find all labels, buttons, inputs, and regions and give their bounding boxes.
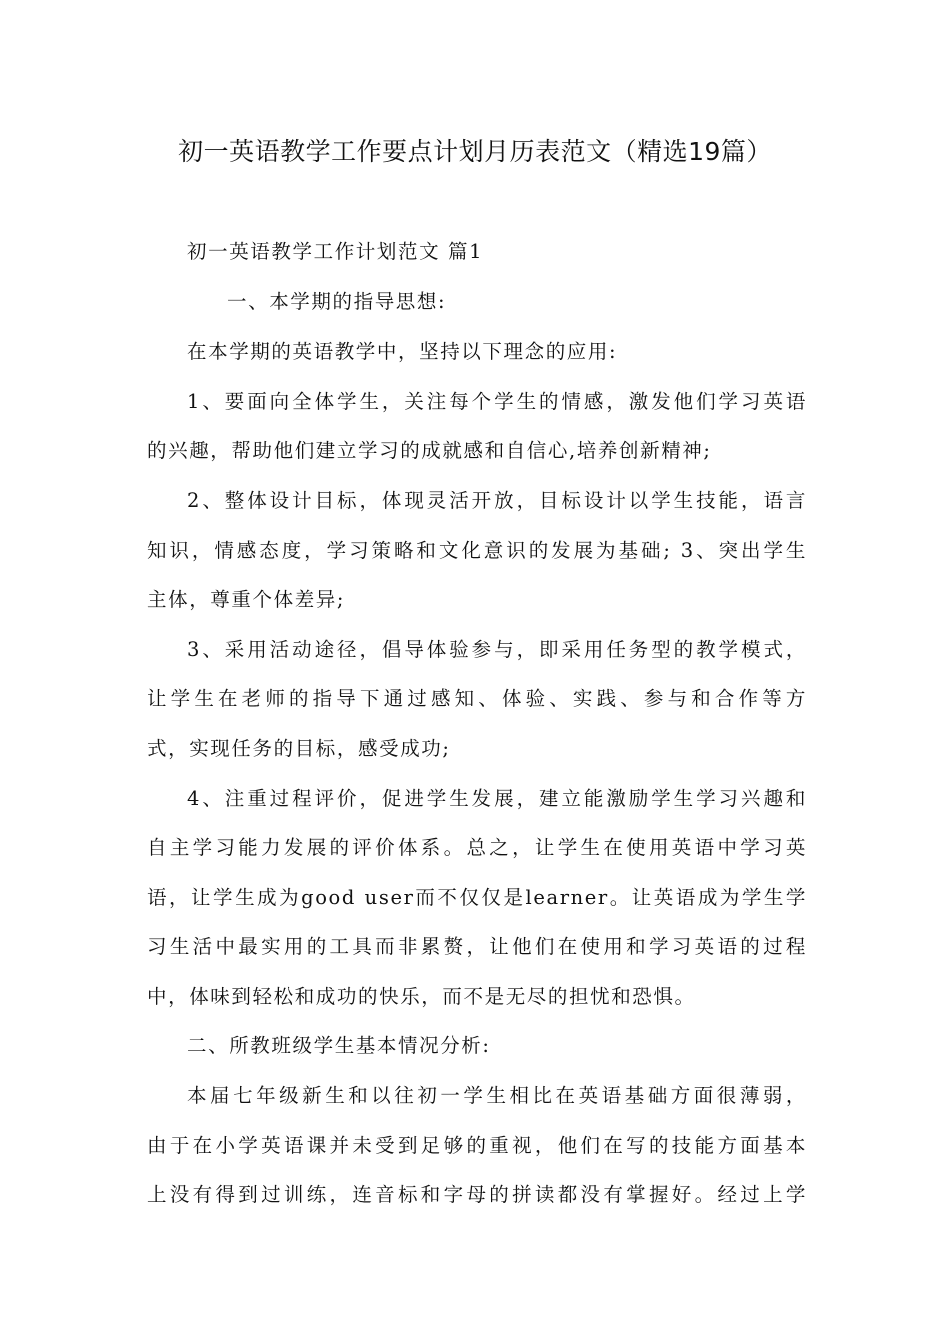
paragraph-line: 语，让学生成为good user而不仅仅是learner。让英语成为学生学	[147, 886, 807, 909]
paragraph-line: 知识，情感态度，学习策略和文化意识的发展为基础; 3、突出学生	[147, 539, 807, 562]
paragraph-line: 本届七年级新生和以往初一学生相比在英语基础方面很薄弱，	[187, 1084, 807, 1107]
document-title: 初一英语教学工作要点计划月历表范文（精选19篇）	[178, 137, 772, 166]
paragraph-line: 的兴趣，帮助他们建立学习的成就感和自信心,培养创新精神;	[147, 439, 712, 462]
subheading: 一、本学期的指导思想:	[227, 290, 447, 313]
paragraph-line: 1、要面向全体学生，关注每个学生的情感，激发他们学习英语	[187, 390, 807, 413]
paragraph-line: 4、注重过程评价，促进学生发展，建立能激励学生学习兴趣和	[187, 787, 807, 810]
paragraph-line: 自主学习能力发展的评价体系。总之，让学生在使用英语中学习英	[147, 836, 807, 859]
paragraph-line: 3、采用活动途径，倡导体验参与，即采用任务型的教学模式，	[187, 638, 807, 661]
paragraph-line: 上没有得到过训练，连音标和字母的拼读都没有掌握好。经过上学	[147, 1183, 807, 1206]
paragraph-line: 在本学期的英语教学中，坚持以下理念的应用:	[187, 340, 618, 363]
subheading: 二、所教班级学生基本情况分析:	[187, 1034, 491, 1057]
paragraph-line: 2、整体设计目标，体现灵活开放，目标设计以学生技能，语言	[187, 489, 807, 512]
paragraph-line: 式，实现任务的目标，感受成功;	[147, 737, 451, 760]
paragraph-line: 让学生在老师的指导下通过感知、体验、实践、参与和合作等方	[147, 687, 807, 710]
paragraph-line: 由于在小学英语课并未受到足够的重视，他们在写的技能方面基本	[147, 1134, 807, 1157]
paragraph-line: 习生活中最实用的工具而非累赘，让他们在使用和学习英语的过程	[147, 935, 807, 958]
paragraph-line: 主体，尊重个体差异;	[147, 588, 346, 611]
paragraph-line: 中，体味到轻松和成功的快乐，而不是无尽的担忧和恐惧。	[147, 985, 696, 1008]
section-heading: 初一英语教学工作计划范文 篇1	[187, 240, 484, 263]
